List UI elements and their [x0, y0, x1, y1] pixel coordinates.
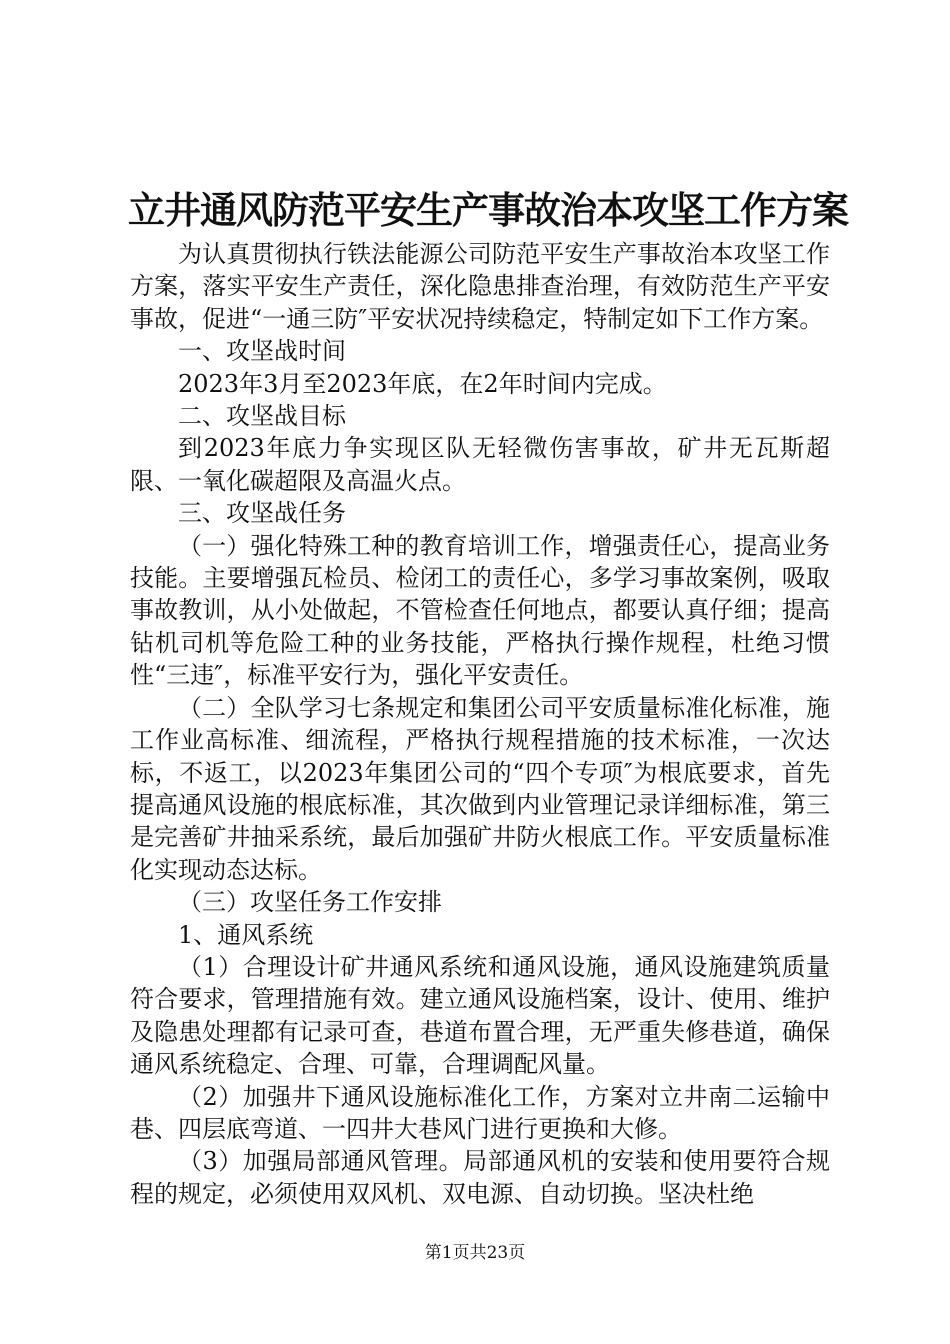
heading-time: 一、攻坚战时间	[178, 337, 346, 366]
page-number: 第1页	[424, 1243, 470, 1263]
paragraph-ventilation-2: （2）加强井下通风设施标准化工作，方案对立井南二运输中巷、四层底弯道、一四井大巷风门进行更换和大修。	[130, 1082, 830, 1143]
page-total: 共23页	[469, 1243, 526, 1263]
heading-goal: 二、攻坚战目标	[178, 402, 346, 431]
paragraph-task-1: （一）强化特殊工种的教育培训工作，增强责任心，提高业务技能。主要增强瓦检员、检闭工的责任心，多学习事故案例，吸取事故教训，从小处做起，不管检查任何地点，都要认真仔细；提高钻机司机等危险工种的业务技能，严格执行操作规程，杜绝习惯性“三违″，标准平安行为，强化平安责任。	[130, 531, 830, 690]
paragraph-ventilation-3: （3）加强局部通风管理。局部通风机的安装和使用要符合规程的规定，必须使用双风机、双电源、自动切换。坚决杜绝	[130, 1147, 830, 1208]
paragraph-ventilation-1: （1）合理设计矿井通风系统和通风设施，通风设施建筑质量符合要求，管理措施有效。建立通风设施档案，设计、使用、维护及隐患处理都有记录可查，巷道布置合理，无严重失修巷道，确保通风系统稳定、合理、可靠，合理调配风量。	[130, 952, 830, 1079]
document-title: 立井通风防范平安生产事故治本攻坚工作方案	[128, 188, 848, 232]
paragraph-task-2: （二）全队学习七条规定和集团公司平安质量标准化标准，施工作业高标准、细流程，严格执行规程措施的技术标准，一次达标，不返工，以2023年集团公司的“四个专项″为根底要求，首先提高通风设施的根底标准，其次做到内业管理记录详细标准，第三是完善矿井抽采系统，最后加强矿井防火根底工作。平安质量标准化实现动态达标。	[130, 693, 830, 884]
heading-tasks: 三、攻坚战任务	[178, 499, 346, 528]
heading-ventilation: 1、通风系统	[178, 920, 314, 949]
paragraph-goal: 到2023年底力争实现区队无轻微伤害事故，矿井无瓦斯超限、一氧化碳超限及高温火点。	[130, 434, 830, 495]
document-body	[130, 238, 830, 1210]
paragraph-time: 2023年3月至2023年底，在2年时间内完成。	[178, 369, 667, 398]
paragraph-intro: 为认真贯彻执行铁法能源公司防范平安生产事故治本攻坚工作方案，落实平安生产责任，深化隐患排查治理，有效防范生产平安事故，促进“一通三防″平安状况持续稳定，特制定如下工作方案。	[130, 240, 830, 333]
page-footer	[0, 1241, 950, 1265]
heading-task-3: （三）攻坚任务工作安排	[178, 888, 442, 917]
